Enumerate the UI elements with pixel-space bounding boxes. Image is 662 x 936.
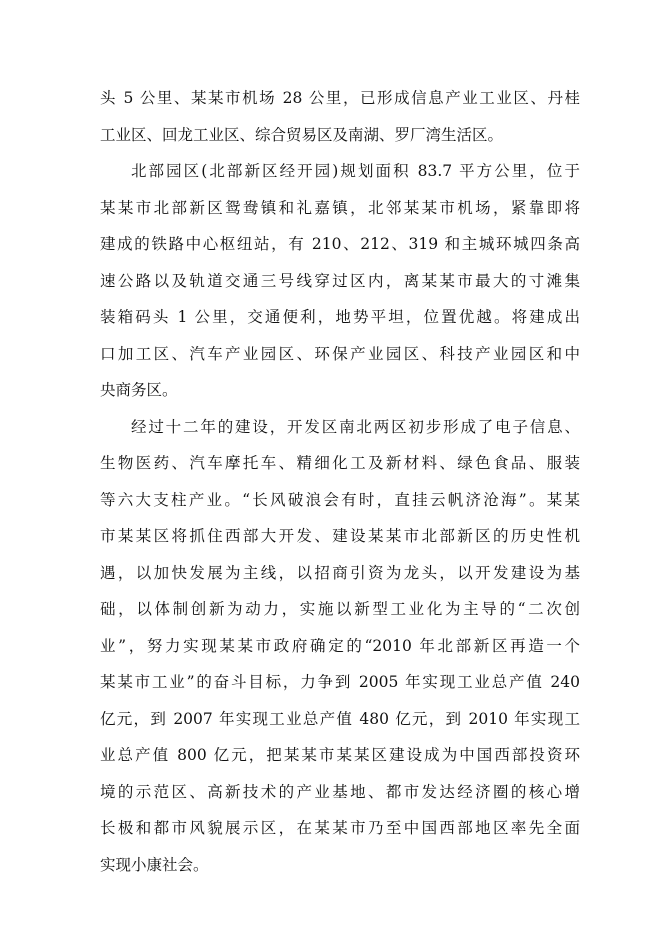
paragraph-first-line: 北部园区(北部新区经开园)规划面积 83.7 平方公里，位于 — [131, 162, 580, 180]
text-line: 实现小康社会。 — [100, 855, 209, 874]
text-line: 市某某区将抓住西部大开发、建设某某市北部新区的历史性机 — [100, 527, 580, 545]
text-line: 境的示范区、高新技术的产业基地、都市发达经济圈的核心增 — [100, 782, 580, 801]
text-line: 业”，努力实现某某市政府确定的“2010 年北部新区再造一个 — [100, 636, 580, 655]
document-body — [100, 80, 580, 883]
text-line: 生物医药、汽车摩托车、精细化工及新材料、绿色食品、服装 — [100, 454, 580, 472]
text-line: 速公路以及轨道交通三号线穿过区内，离某某市最大的寸滩集 — [100, 271, 580, 290]
text-line: 遇，以加快发展为主线，以招商引资为龙头，以开发建设为基 — [100, 563, 580, 582]
text-line: 装箱码头 1 公里，交通便利，地势平坦，位置优越。将建成出 — [100, 308, 580, 326]
text-line: 口加工区、汽车产业园区、环保产业园区、科技产业园区和中 — [100, 344, 580, 363]
text-line: 某某市北部新区鸳鸯镇和礼嘉镇，北邻某某市机场，紧靠即将 — [100, 198, 580, 217]
text-line: 工业区、回龙工业区、综合贸易区及南湖、罗厂湾生活区。 — [100, 125, 504, 144]
paragraph-first-line: 经过十二年的建设，开发区南北两区初步形成了电子信息、 — [131, 417, 580, 436]
text-line: 业总产值 800 亿元，把某某市某某区建设成为中国西部投资环 — [100, 746, 580, 764]
text-line: 头 5 公里、某某市机场 28 公里，已形成信息产业工业区、丹桂 — [100, 89, 580, 107]
text-line: 建成的铁路中心枢纽站，有 210、212、319 和主城环城四条高 — [100, 235, 580, 253]
text-line: 亿元，到 2007 年实现工业总产值 480 亿元，到 2010 年实现工 — [100, 709, 580, 728]
text-line: 央商务区。 — [100, 381, 178, 399]
text-line: 某某市工业”的奋斗目标，力争到 2005 年实现工业总产值 240 — [100, 673, 580, 691]
text-line: 长极和都市风貌展示区，在某某市乃至中国西部地区率先全面 — [100, 819, 580, 837]
text-line: 础，以体制创新为动力，实施以新型工业化为主导的“二次创 — [100, 600, 580, 618]
text-line: 等六大支柱产业。“长风破浪会有时，直挂云帆济沧海”。某某 — [100, 490, 580, 509]
